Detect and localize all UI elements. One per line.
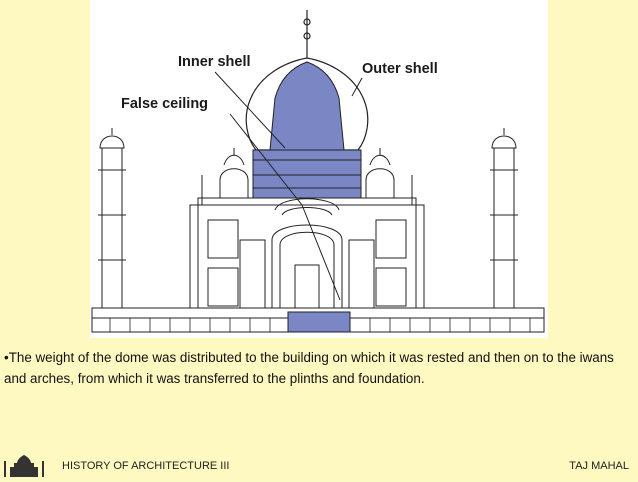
taj-mahal-section-diagram [90,0,548,338]
outer-shell-label: Outer shell [362,61,438,77]
drum-shape [253,150,361,198]
diagram-drawing [90,0,548,338]
footer-topic: TAJ MAHAL [569,460,629,472]
false-ceiling-label: False ceiling [121,96,209,112]
taj-mahal-silhouette-icon [2,453,46,482]
body-text: •The weight of the dome was distributed to the building on which it was rested and then on to the iwans and arches, from which it was transferred to the plinths and foundation. [4,350,614,386]
crypt-shape [288,312,350,332]
inner-shell-label: Inner shell [178,54,251,70]
footer-course-title: HISTORY OF ARCHITECTURE III [62,460,230,472]
footer [0,452,638,479]
